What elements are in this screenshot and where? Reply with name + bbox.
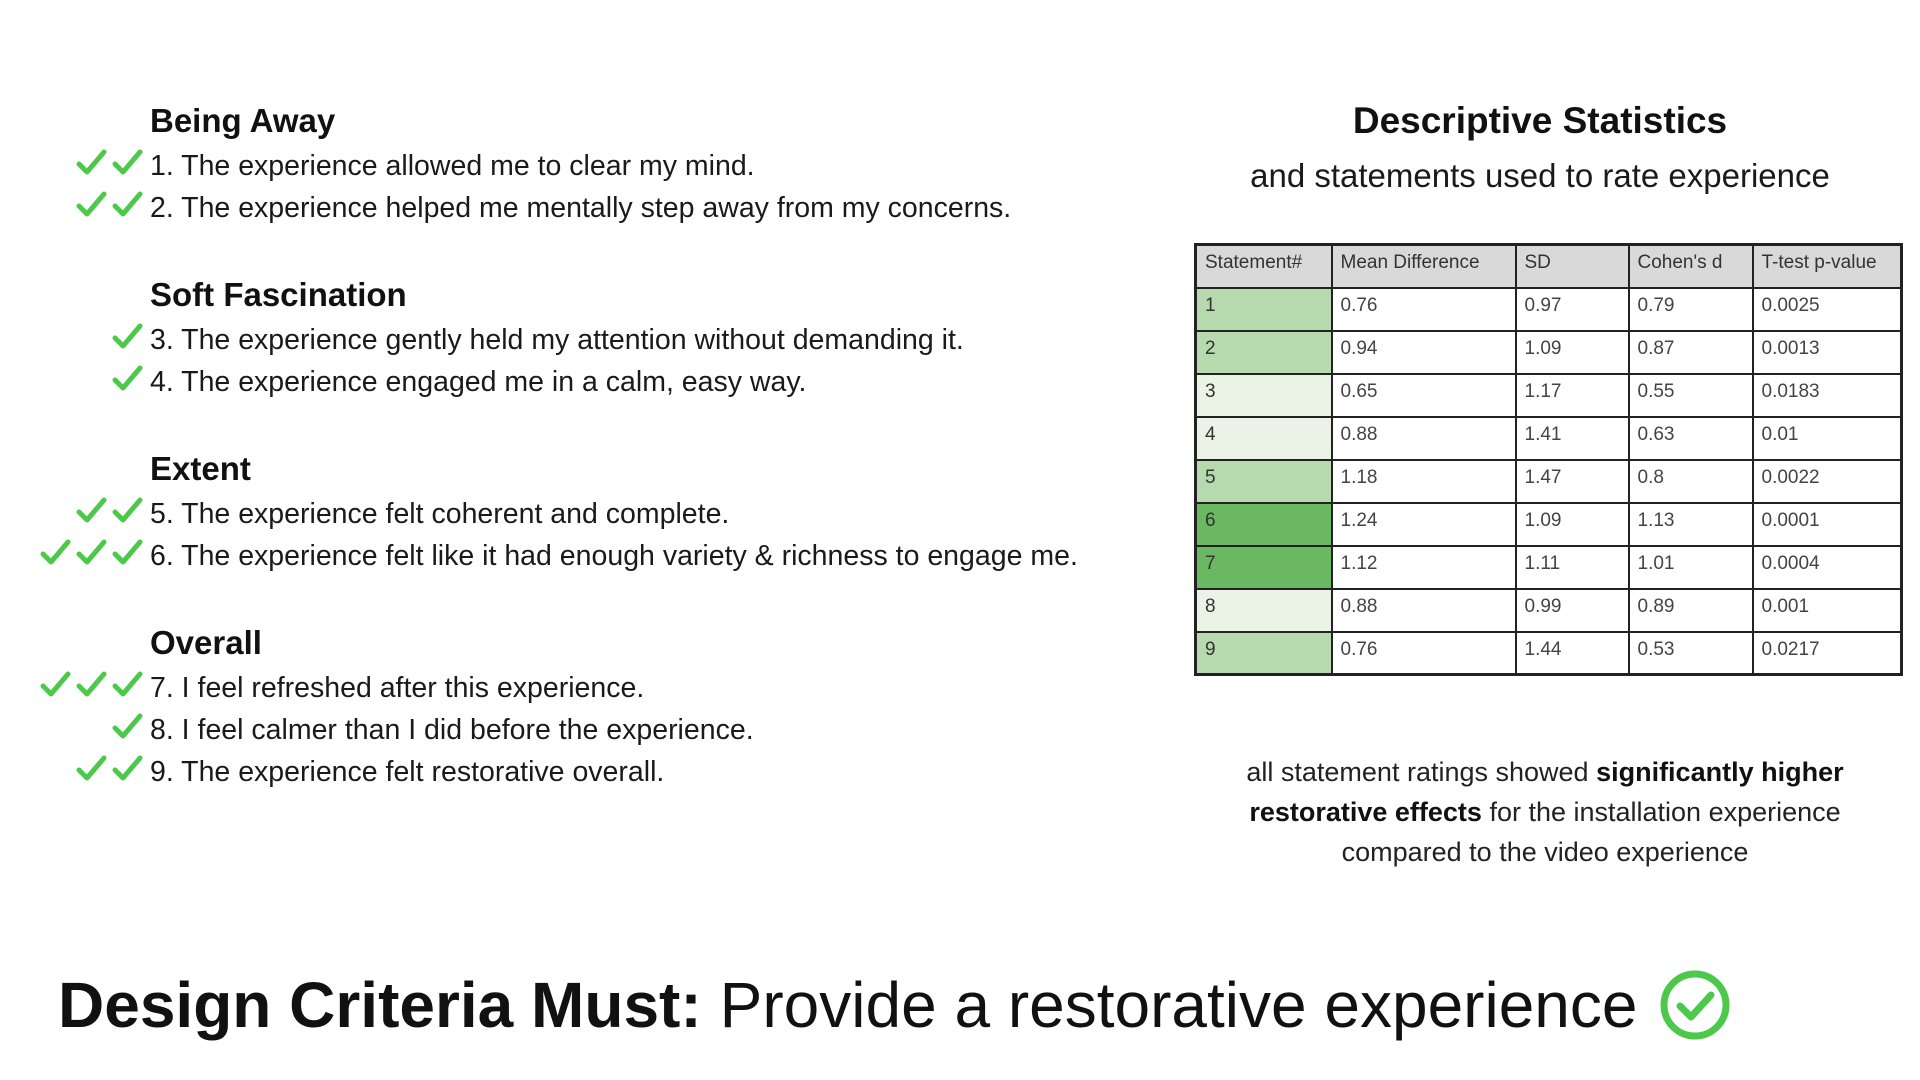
conclusion-suffix: for the installation experience compared to the video experience: [1341, 797, 1841, 867]
table-header-row: [1196, 245, 1902, 288]
statement-item: [0, 668, 1160, 708]
p-value-cell: 0.0001: [1753, 503, 1902, 546]
checkmark-icon: [111, 320, 144, 353]
statement-text: 7. I feel refreshed after this experience.: [150, 672, 645, 704]
mean-difference-cell: 1.12: [1332, 546, 1516, 589]
table-row: [1196, 417, 1902, 460]
checkmark-icon: [75, 536, 108, 569]
table-row: [1196, 589, 1902, 632]
statement-number-cell: 9: [1196, 632, 1332, 675]
design-criteria-label: Design Criteria Must:: [58, 969, 702, 1041]
mean-difference-cell: 1.24: [1332, 503, 1516, 546]
cohens-d-cell: 1.13: [1629, 503, 1753, 546]
sd-cell: 1.44: [1516, 632, 1629, 675]
sd-cell: 1.47: [1516, 460, 1629, 503]
checkmark-icon: [75, 188, 108, 221]
statement-item: [0, 188, 1160, 228]
sd-cell: 1.41: [1516, 417, 1629, 460]
table-row: [1196, 460, 1902, 503]
group-title: Soft Fascination: [150, 276, 407, 313]
statement-text: 9. The experience felt restorative overall.: [150, 756, 665, 788]
statement-number-cell: 6: [1196, 503, 1332, 546]
checkmark-icon: [75, 146, 108, 179]
check-marks: [111, 320, 144, 360]
statement-item: [0, 710, 1160, 750]
sd-cell: 0.99: [1516, 589, 1629, 632]
p-value-cell: 0.0183: [1753, 374, 1902, 417]
checkmark-icon: [111, 752, 144, 785]
statement-item: [0, 320, 1160, 360]
statement-number-cell: 5: [1196, 460, 1332, 503]
cohens-d-cell: 0.63: [1629, 417, 1753, 460]
checkmark-icon: [39, 668, 72, 701]
sd-cell: 1.09: [1516, 503, 1629, 546]
group-title: Overall: [150, 624, 262, 661]
design-criteria-text: Provide a restorative experience: [719, 969, 1638, 1041]
check-marks: [39, 536, 144, 576]
p-value-cell: 0.0004: [1753, 546, 1902, 589]
check-marks: [75, 188, 144, 228]
statement-number-cell: 8: [1196, 589, 1332, 632]
statement-number-cell: 7: [1196, 546, 1332, 589]
statement-number-cell: 4: [1196, 417, 1332, 460]
check-marks: [75, 752, 144, 792]
table-row: [1196, 331, 1902, 374]
column-header: SD: [1516, 245, 1629, 288]
statement-text: 1. The experience allowed me to clear my mind.: [150, 150, 755, 182]
statement-text: 3. The experience gently held my attention without demanding it.: [150, 324, 964, 356]
column-header: Cohen's d: [1629, 245, 1753, 288]
cohens-d-cell: 0.89: [1629, 589, 1753, 632]
mean-difference-cell: 0.88: [1332, 589, 1516, 632]
check-marks: [111, 710, 144, 750]
p-value-cell: 0.01: [1753, 417, 1902, 460]
statement-text: 2. The experience helped me mentally step away from my concerns.: [150, 192, 1012, 224]
sd-cell: 1.17: [1516, 374, 1629, 417]
checkmark-icon: [111, 710, 144, 743]
sd-cell: 1.11: [1516, 546, 1629, 589]
group-title: Being Away: [150, 102, 336, 139]
statement-item: [0, 362, 1160, 402]
checkmark-icon: [111, 362, 144, 395]
stats-title: Descriptive Statistics: [1352, 100, 1728, 141]
table-row: [1196, 632, 1902, 675]
table-row: [1196, 288, 1902, 331]
sd-cell: 0.97: [1516, 288, 1629, 331]
check-marks: [111, 362, 144, 402]
p-value-cell: 0.0013: [1753, 331, 1902, 374]
statements-panel: [0, 0, 1160, 800]
check-circle-icon: [1659, 969, 1731, 1041]
statement-text: 6. The experience felt like it had enough variety & richness to engage me.: [150, 540, 1078, 572]
checkmark-icon: [111, 668, 144, 701]
mean-difference-cell: 1.18: [1332, 460, 1516, 503]
stats-table: [1194, 243, 1903, 676]
statement-text: 4. The experience engaged me in a calm, easy way.: [150, 366, 807, 398]
p-value-cell: 0.001: [1753, 589, 1902, 632]
statement-text: 5. The experience felt coherent and complete.: [150, 498, 730, 530]
table-row: [1196, 503, 1902, 546]
conclusion-prefix: all statement ratings showed: [1246, 757, 1597, 787]
mean-difference-cell: 0.65: [1332, 374, 1516, 417]
p-value-cell: 0.0025: [1753, 288, 1902, 331]
cohens-d-cell: 0.53: [1629, 632, 1753, 675]
p-value-cell: 0.0217: [1753, 632, 1902, 675]
column-header: Mean Difference: [1332, 245, 1516, 288]
sd-cell: 1.09: [1516, 331, 1629, 374]
conclusion-emphasis: significantly higher restorative effects: [1249, 757, 1844, 827]
checkmark-icon: [111, 536, 144, 569]
table-row: [1196, 546, 1902, 589]
statement-number-cell: 1: [1196, 288, 1332, 331]
cohens-d-cell: 0.8: [1629, 460, 1753, 503]
statement-item: [0, 146, 1160, 186]
cohens-d-cell: 1.01: [1629, 546, 1753, 589]
checkmark-icon: [111, 494, 144, 527]
group-title: Extent: [150, 450, 251, 487]
column-header: Statement#: [1196, 245, 1332, 288]
statement-number-cell: 3: [1196, 374, 1332, 417]
conclusion-text: [1205, 752, 1885, 872]
check-marks: [75, 494, 144, 534]
checkmark-icon: [75, 494, 108, 527]
mean-difference-cell: 0.94: [1332, 331, 1516, 374]
mean-difference-cell: 0.76: [1332, 632, 1516, 675]
checkmark-icon: [75, 752, 108, 785]
column-header: T-test p-value: [1753, 245, 1902, 288]
statement-number-cell: 2: [1196, 331, 1332, 374]
check-marks: [39, 668, 144, 708]
table-row: [1196, 374, 1902, 417]
p-value-cell: 0.0022: [1753, 460, 1902, 503]
checkmark-icon: [39, 536, 72, 569]
statement-item: [0, 536, 1160, 576]
statement-item: [0, 494, 1160, 534]
checkmark-icon: [111, 188, 144, 221]
mean-difference-cell: 0.88: [1332, 417, 1516, 460]
cohens-d-cell: 0.55: [1629, 374, 1753, 417]
checkmark-icon: [75, 668, 108, 701]
design-criteria-banner: [58, 960, 1731, 1050]
statement-text: 8. I feel calmer than I did before the experience.: [150, 714, 754, 746]
stats-subtitle: and statements used to rate experience: [1250, 157, 1830, 194]
cohens-d-cell: 0.79: [1629, 288, 1753, 331]
cohens-d-cell: 0.87: [1629, 331, 1753, 374]
checkmark-icon: [111, 146, 144, 179]
statement-item: [0, 752, 1160, 792]
check-marks: [75, 146, 144, 186]
mean-difference-cell: 0.76: [1332, 288, 1516, 331]
